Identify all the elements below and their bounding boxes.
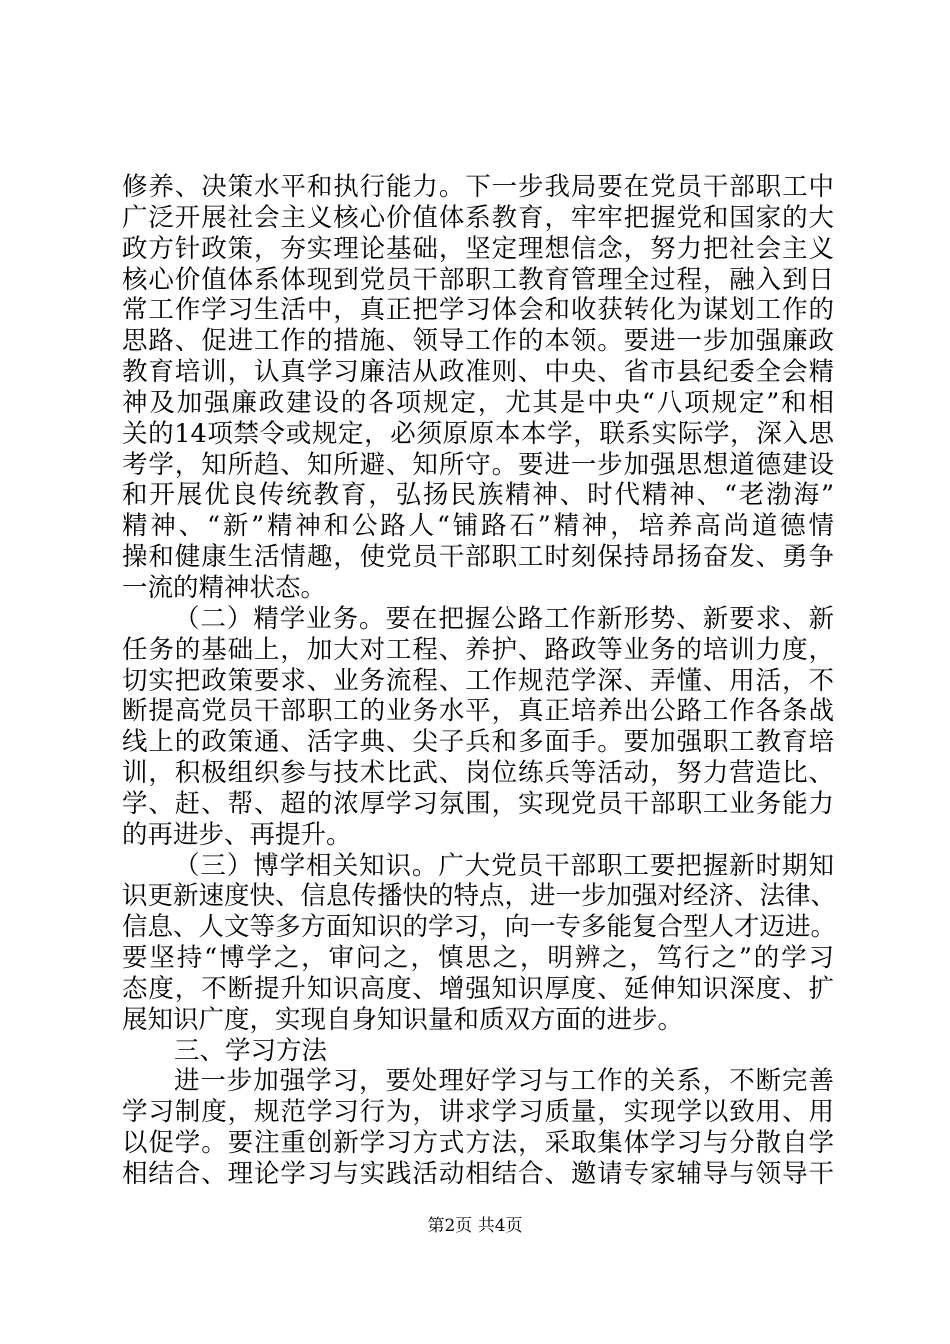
body-text-line: 广泛开展社会主义核心价值体系教育，牢牢把握党和国家的大	[122, 203, 834, 233]
body-text-line: 政方针政策，夯实理论基础，坚定理想信念，努力把社会主义	[122, 234, 834, 264]
body-text-line: 关的14项禁令或规定，必须原原本本学，联系实际学，深入思	[122, 419, 834, 449]
body-text-line: 断提高党员干部职工的业务水平，真正培养出公路工作各条战	[122, 696, 834, 726]
body-text-line: 考学，知所趋、知所避、知所守。要进一步加强思想道德建设	[122, 450, 834, 480]
body-text-line: 思路、促进工作的措施、领导工作的本领。要进一步加强廉政	[122, 326, 834, 356]
body-text-line: 相结合、理论学习与实践活动相结合、邀请专家辅导与领导干	[122, 1159, 834, 1189]
body-text-line: 展知识广度，实现自身知识量和质双方面的进步。	[122, 1005, 684, 1035]
body-text-line: 操和健康生活情趣，使党员干部职工时刻保持昂扬奋发、勇争	[122, 542, 834, 572]
body-text-line: 任务的基础上，加大对工程、养护、路政等业务的培训力度，	[122, 635, 834, 665]
body-text-line: 切实把政策要求、业务流程、工作规范学深、弄懂、用活，不	[122, 666, 834, 696]
section-heading-line: 三、学习方法	[174, 1036, 328, 1066]
body-text-line: 神及加强廉政建设的各项规定，尤其是中央“八项规定”和相	[122, 388, 834, 418]
body-text-line: 识更新速度快、信息传播快的特点，进一步加强对经济、法律、	[122, 881, 837, 911]
body-text-line: 训，积极组织参与技术比武、岗位练兵等活动，努力营造比、	[122, 758, 834, 788]
section-heading-line: （二）精学业务。要在把握公路工作新形势、新要求、新	[174, 604, 834, 634]
body-text-line: 修养、决策水平和执行能力。下一步我局要在党员干部职工中	[122, 172, 834, 202]
body-text-line: 进一步加强学习，要处理好学习与工作的关系，不断完善	[174, 1066, 834, 1096]
body-text-line: 一流的精神状态。	[122, 573, 327, 603]
page-footer: 第2页 共4页	[427, 1216, 523, 1236]
body-text-line: 线上的政策通、活字典、尖子兵和多面手。要加强职工教育培	[122, 727, 834, 757]
body-text-line: 态度，不断提升知识高度、增强知识厚度、延伸知识深度、扩	[122, 974, 834, 1004]
body-text-line: 的再进步、再提升。	[122, 820, 352, 850]
body-text-line: 核心价值体系体现到党员干部职工教育管理全过程，融入到日	[122, 265, 834, 295]
body-text-line: 精神、“新”精神和公路人“铺路石”精神，培养高尚道德情	[122, 511, 834, 541]
body-text-line: 常工作学习生活中，真正把学习体会和收获转化为谋划工作的	[122, 295, 834, 325]
body-text-line: 要坚持“博学之，审问之，慎思之，明辨之，笃行之”的学习	[122, 943, 834, 973]
body-text-line: 以促学。要注重创新学习方式方法，采取集体学习与分散自学	[122, 1128, 834, 1158]
body-text-line: 信息、人文等多方面知识的学习，向一专多能复合型人才迈进。	[122, 912, 837, 942]
body-text-line: 和开展优良传统教育，弘扬民族精神、时代精神、“老渤海”	[122, 480, 834, 510]
body-text-line: 学习制度，规范学习行为，讲求学习质量，实现学以致用、用	[122, 1097, 834, 1127]
body-text-line: 教育培训，认真学习廉洁从政准则、中央、省市县纪委全会精	[122, 357, 834, 387]
section-heading-line: （三）博学相关知识。广大党员干部职工要把握新时期知	[174, 851, 834, 881]
body-text-line: 学、赶、帮、超的浓厚学习氛围，实现党员干部职工业务能力	[122, 789, 834, 819]
